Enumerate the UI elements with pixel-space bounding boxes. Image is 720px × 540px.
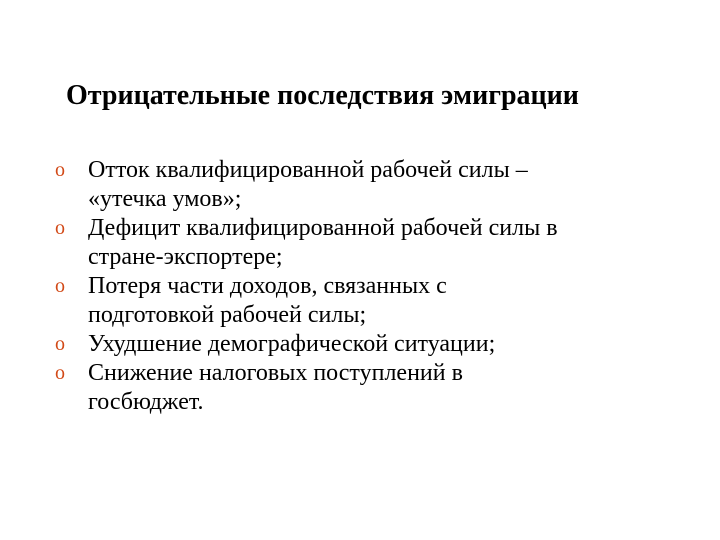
bullet-line: «утечка умов»; xyxy=(88,186,242,212)
bullet-line: Отток квалифицированной рабочей силы – xyxy=(88,157,528,183)
bullet-item-income-loss xyxy=(55,272,655,330)
bullet-list xyxy=(55,156,655,417)
bullet-item-outflow xyxy=(55,156,655,214)
bullet-marker-icon: o xyxy=(55,362,65,384)
bullet-line: Дефицит квалифицированной рабочей силы в xyxy=(88,215,558,241)
bullet-text xyxy=(88,156,655,214)
bullet-line: Ухудшение демографической ситуации; xyxy=(88,331,496,357)
slide-title: Отрицательные последствия эмиграции xyxy=(66,80,579,111)
bullet-item-deficit xyxy=(55,214,655,272)
bullet-line: Потеря части доходов, связанных с xyxy=(88,273,447,299)
bullet-text xyxy=(88,359,655,417)
bullet-line: Снижение налоговых поступлений в xyxy=(88,360,463,386)
bullet-marker-icon: o xyxy=(55,333,65,355)
bullet-line: госбюджет. xyxy=(88,389,204,415)
bullet-text xyxy=(88,272,655,330)
bullet-text xyxy=(88,330,655,359)
bullet-item-tax-revenue xyxy=(55,359,655,417)
bullet-marker-icon: o xyxy=(55,217,65,239)
bullet-marker-icon: o xyxy=(55,275,65,297)
bullet-line: стране-экспортере; xyxy=(88,244,283,270)
bullet-marker-icon: o xyxy=(55,159,65,181)
bullet-item-demographics xyxy=(55,330,655,359)
bullet-line: подготовкой рабочей силы; xyxy=(88,302,367,328)
bullet-text xyxy=(88,214,655,272)
